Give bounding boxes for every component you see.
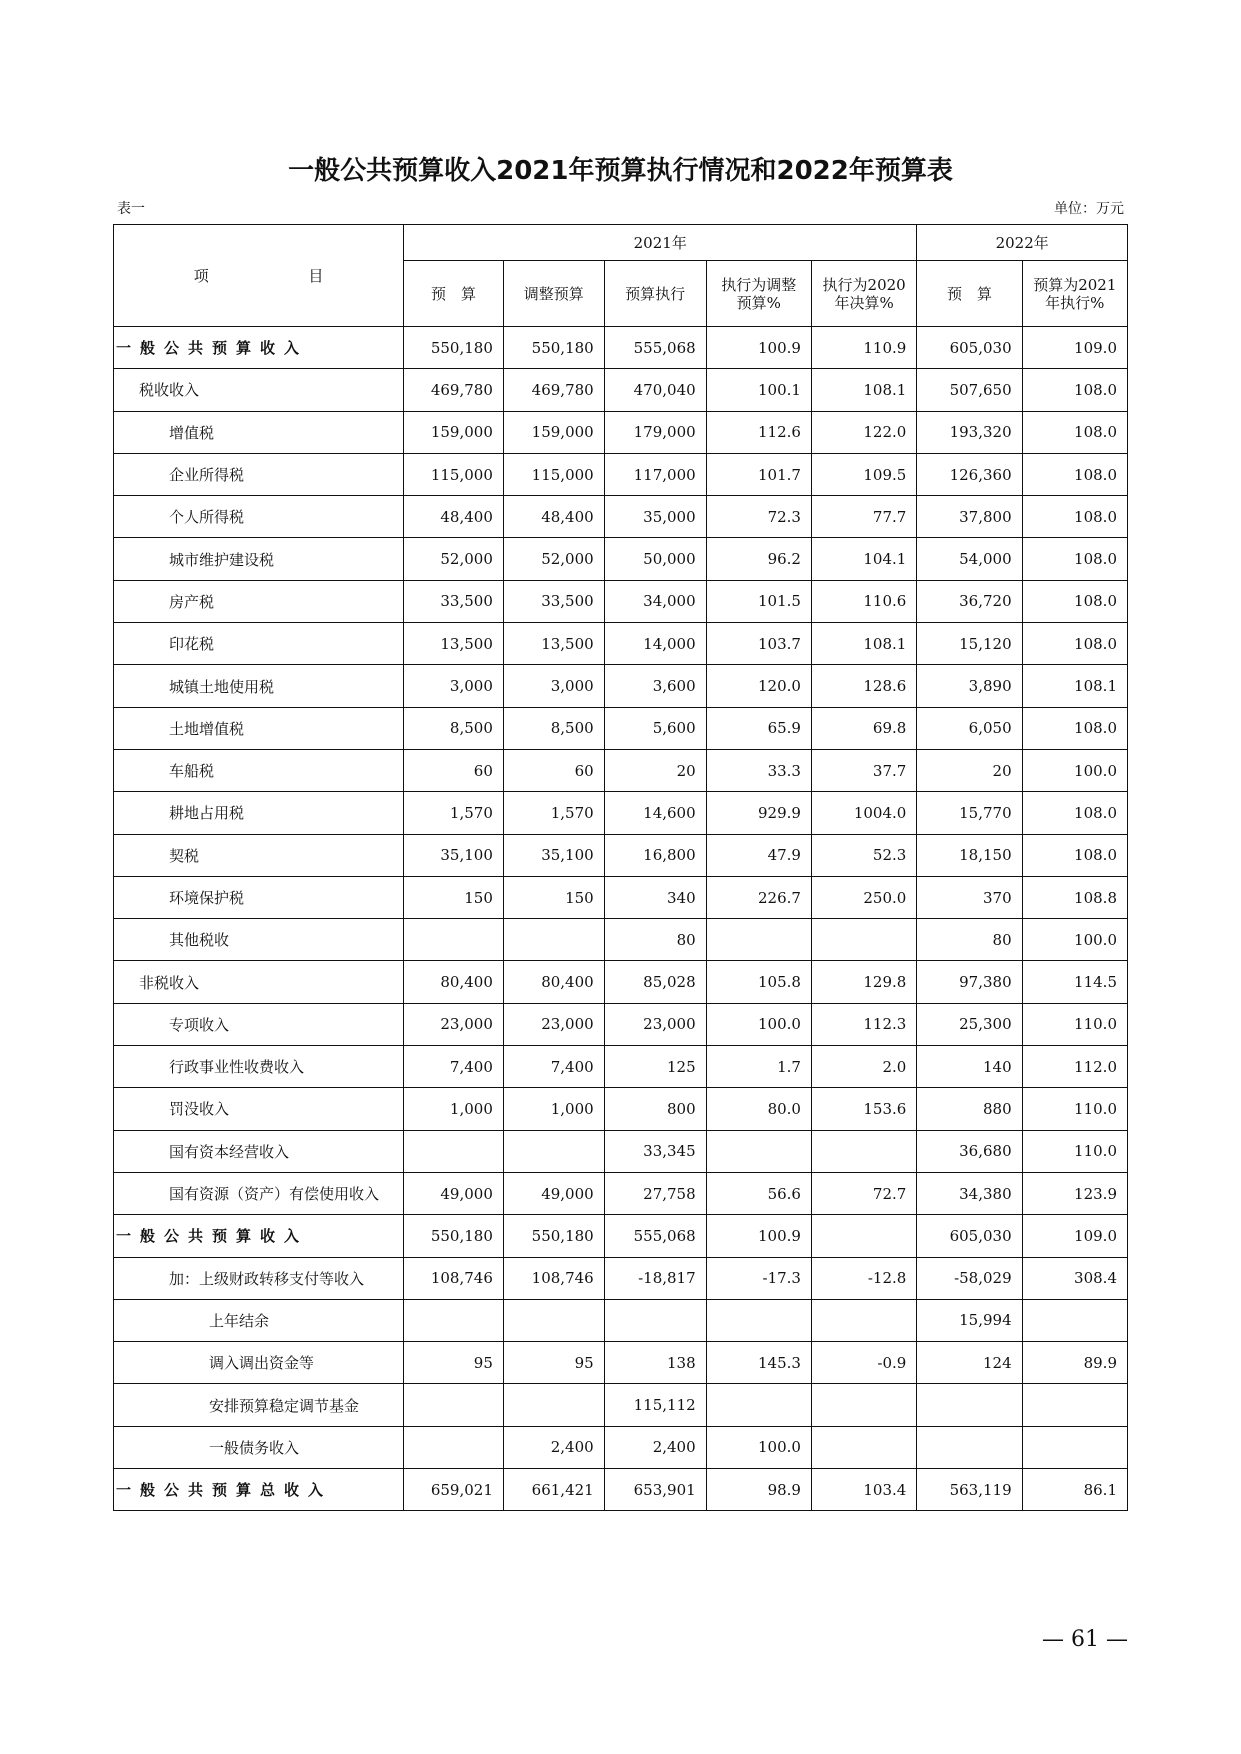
cell-c7: 109.0 <box>1022 327 1127 369</box>
cell-c5 <box>811 1384 916 1426</box>
cell-c4: 98.9 <box>706 1469 811 1511</box>
cell-c7: 108.0 <box>1022 369 1127 411</box>
header-pct-adjusted: 执行为调整预算% <box>706 261 811 327</box>
cell-c4: 120.0 <box>706 665 811 707</box>
cell-c6: 3,890 <box>917 665 1022 707</box>
cell-c4: 226.7 <box>706 876 811 918</box>
table-row <box>114 580 1128 622</box>
cell-c6: 605,030 <box>917 1215 1022 1257</box>
cell-c1 <box>404 1130 504 1172</box>
cell-c2: 661,421 <box>503 1469 604 1511</box>
unit-label: 单位：万元 <box>1054 201 1124 217</box>
cell-c4: 56.6 <box>706 1172 811 1214</box>
cell-c7: 112.0 <box>1022 1046 1127 1088</box>
cell-c6: 6,050 <box>917 707 1022 749</box>
cell-c5: 112.3 <box>811 1003 916 1045</box>
cell-c3: 653,901 <box>604 1469 706 1511</box>
cell-c7: 123.9 <box>1022 1172 1127 1214</box>
table-row <box>114 1342 1128 1384</box>
cell-c3: 125 <box>604 1046 706 1088</box>
cell-c3: 80 <box>604 919 706 961</box>
cell-c6: 15,120 <box>917 623 1022 665</box>
cell-c3: 85,028 <box>604 961 706 1003</box>
cell-c5: 103.4 <box>811 1469 916 1511</box>
cell-c1 <box>404 1384 504 1426</box>
cell-c7: 100.0 <box>1022 919 1127 961</box>
header-budget-2022: 预 算 <box>917 261 1022 327</box>
cell-c7 <box>1022 1384 1127 1426</box>
cell-c4: 47.9 <box>706 834 811 876</box>
cell-c3: 800 <box>604 1088 706 1130</box>
table-row <box>114 1172 1128 1214</box>
table-row <box>114 496 1128 538</box>
cell-c6: 605,030 <box>917 327 1022 369</box>
cell-c1: 35,100 <box>404 834 504 876</box>
row-item-name: 税收收入 <box>114 369 404 411</box>
header-pct-2020: 执行为2020年决算% <box>811 261 916 327</box>
cell-c7: 110.0 <box>1022 1130 1127 1172</box>
table-label: 表一 <box>117 201 145 217</box>
cell-c1: 550,180 <box>404 1215 504 1257</box>
cell-c2: 95 <box>503 1342 604 1384</box>
cell-c2: 60 <box>503 749 604 791</box>
cell-c6 <box>917 1384 1022 1426</box>
cell-c2: 52,000 <box>503 538 604 580</box>
table-row <box>114 1130 1128 1172</box>
cell-c2: 13,500 <box>503 623 604 665</box>
cell-c2: 550,180 <box>503 327 604 369</box>
cell-c5: 153.6 <box>811 1088 916 1130</box>
header-row-years <box>114 225 1128 261</box>
cell-c3: -18,817 <box>604 1257 706 1299</box>
cell-c4: 101.5 <box>706 580 811 622</box>
cell-c2 <box>503 919 604 961</box>
cell-c5: 129.8 <box>811 961 916 1003</box>
cell-c2 <box>503 1130 604 1172</box>
table-row <box>114 1299 1128 1341</box>
cell-c7: 86.1 <box>1022 1469 1127 1511</box>
cell-c3: 23,000 <box>604 1003 706 1045</box>
cell-c5: 2.0 <box>811 1046 916 1088</box>
cell-c6: 54,000 <box>917 538 1022 580</box>
header-execution: 预算执行 <box>604 261 706 327</box>
cell-c3: 555,068 <box>604 327 706 369</box>
cell-c7: 108.0 <box>1022 496 1127 538</box>
cell-c4: 100.1 <box>706 369 811 411</box>
cell-c2: 1,000 <box>503 1088 604 1130</box>
row-item-name: 调入调出资金等 <box>114 1342 404 1384</box>
table-row <box>114 623 1128 665</box>
cell-c6: 370 <box>917 876 1022 918</box>
cell-c2: 3,000 <box>503 665 604 707</box>
cell-c3: 2,400 <box>604 1426 706 1468</box>
cell-c4: 80.0 <box>706 1088 811 1130</box>
cell-c4: 96.2 <box>706 538 811 580</box>
cell-c7: 110.0 <box>1022 1088 1127 1130</box>
cell-c6: 20 <box>917 749 1022 791</box>
cell-c5 <box>811 1426 916 1468</box>
cell-c4: 145.3 <box>706 1342 811 1384</box>
cell-c1 <box>404 1426 504 1468</box>
cell-c3: 3,600 <box>604 665 706 707</box>
row-item-name: 加：上级财政转移支付等收入 <box>114 1257 404 1299</box>
cell-c6: 507,650 <box>917 369 1022 411</box>
cell-c7: 100.0 <box>1022 749 1127 791</box>
cell-c5: -12.8 <box>811 1257 916 1299</box>
cell-c7: 109.0 <box>1022 1215 1127 1257</box>
cell-c1: 52,000 <box>404 538 504 580</box>
cell-c5: 108.1 <box>811 369 916 411</box>
cell-c5: 108.1 <box>811 623 916 665</box>
cell-c3: 138 <box>604 1342 706 1384</box>
page-number: — 61 — <box>1042 1627 1128 1652</box>
cell-c6: 97,380 <box>917 961 1022 1003</box>
table-row <box>114 876 1128 918</box>
cell-c3: 5,600 <box>604 707 706 749</box>
cell-c4: 929.9 <box>706 792 811 834</box>
cell-c4: 33.3 <box>706 749 811 791</box>
cell-c3: 20 <box>604 749 706 791</box>
cell-c7: 108.8 <box>1022 876 1127 918</box>
cell-c2: 80,400 <box>503 961 604 1003</box>
cell-c1: 1,570 <box>404 792 504 834</box>
row-item-name: 一般公共预算收入 <box>114 327 404 369</box>
cell-c1: 469,780 <box>404 369 504 411</box>
cell-c1: 60 <box>404 749 504 791</box>
row-item-name: 一般公共预算收入 <box>114 1215 404 1257</box>
header-item-a: 项 <box>193 266 209 285</box>
cell-c5: 104.1 <box>811 538 916 580</box>
cell-c1: 8,500 <box>404 707 504 749</box>
cell-c1 <box>404 919 504 961</box>
cell-c1: 159,000 <box>404 411 504 453</box>
cell-c4: 101.7 <box>706 453 811 495</box>
header-item <box>114 225 404 327</box>
cell-c5: 122.0 <box>811 411 916 453</box>
cell-c3: 115,112 <box>604 1384 706 1426</box>
cell-c5: 110.9 <box>811 327 916 369</box>
header-item-b: 目 <box>308 266 324 285</box>
cell-c2: 7,400 <box>503 1046 604 1088</box>
cell-c1: 33,500 <box>404 580 504 622</box>
row-item-name: 房产税 <box>114 580 404 622</box>
row-item-name: 契税 <box>114 834 404 876</box>
cell-c7: 108.0 <box>1022 580 1127 622</box>
table-row <box>114 707 1128 749</box>
cell-c1: 3,000 <box>404 665 504 707</box>
cell-c1: 7,400 <box>404 1046 504 1088</box>
cell-c2: 1,570 <box>503 792 604 834</box>
cell-c1: 550,180 <box>404 327 504 369</box>
cell-c1: 48,400 <box>404 496 504 538</box>
cell-c6: 15,770 <box>917 792 1022 834</box>
table-row <box>114 369 1128 411</box>
cell-c1: 115,000 <box>404 453 504 495</box>
table-row <box>114 1426 1128 1468</box>
cell-c5: 52.3 <box>811 834 916 876</box>
cell-c3: 27,758 <box>604 1172 706 1214</box>
cell-c5 <box>811 1299 916 1341</box>
cell-c4 <box>706 1130 811 1172</box>
cell-c5 <box>811 1215 916 1257</box>
cell-c5: 69.8 <box>811 707 916 749</box>
page-title: 一般公共预算收入2021年预算执行情况和2022年预算表 <box>288 156 953 186</box>
cell-c1: 80,400 <box>404 961 504 1003</box>
cell-c1: 150 <box>404 876 504 918</box>
row-item-name: 城镇土地使用税 <box>114 665 404 707</box>
cell-c4: 1.7 <box>706 1046 811 1088</box>
cell-c2: 115,000 <box>503 453 604 495</box>
cell-c3: 340 <box>604 876 706 918</box>
cell-c7: 108.0 <box>1022 623 1127 665</box>
row-item-name: 车船税 <box>114 749 404 791</box>
cell-c6 <box>917 1426 1022 1468</box>
cell-c2: 469,780 <box>503 369 604 411</box>
table-row <box>114 961 1128 1003</box>
header-2021: 2021年 <box>404 225 917 261</box>
cell-c1: 49,000 <box>404 1172 504 1214</box>
cell-c5: 109.5 <box>811 453 916 495</box>
row-item-name: 个人所得税 <box>114 496 404 538</box>
cell-c3: 50,000 <box>604 538 706 580</box>
cell-c4 <box>706 919 811 961</box>
table-row <box>114 1215 1128 1257</box>
cell-c5 <box>811 919 916 961</box>
table-row <box>114 834 1128 876</box>
cell-c3: 117,000 <box>604 453 706 495</box>
cell-c4: 100.0 <box>706 1426 811 1468</box>
cell-c6: 15,994 <box>917 1299 1022 1341</box>
table-row <box>114 1003 1128 1045</box>
cell-c3: 35,000 <box>604 496 706 538</box>
cell-c2: 8,500 <box>503 707 604 749</box>
cell-c2: 2,400 <box>503 1426 604 1468</box>
cell-c1: 659,021 <box>404 1469 504 1511</box>
cell-c5: 128.6 <box>811 665 916 707</box>
header-pct-2021: 预算为2021年执行% <box>1022 261 1127 327</box>
table-row <box>114 665 1128 707</box>
cell-c7: 108.0 <box>1022 453 1127 495</box>
row-item-name: 国有资本经营收入 <box>114 1130 404 1172</box>
cell-c2: 23,000 <box>503 1003 604 1045</box>
table-row <box>114 327 1128 369</box>
table-row <box>114 1384 1128 1426</box>
cell-c4: 100.9 <box>706 1215 811 1257</box>
cell-c5: 250.0 <box>811 876 916 918</box>
cell-c6: 126,360 <box>917 453 1022 495</box>
cell-c6: 36,720 <box>917 580 1022 622</box>
cell-c4 <box>706 1299 811 1341</box>
row-item-name: 安排预算稳定调节基金 <box>114 1384 404 1426</box>
cell-c6: 36,680 <box>917 1130 1022 1172</box>
table-body <box>114 327 1128 1511</box>
table-row <box>114 749 1128 791</box>
cell-c2: 550,180 <box>503 1215 604 1257</box>
table-row <box>114 538 1128 580</box>
cell-c5: 110.6 <box>811 580 916 622</box>
cell-c2: 159,000 <box>503 411 604 453</box>
row-item-name: 印花税 <box>114 623 404 665</box>
cell-c2: 33,500 <box>503 580 604 622</box>
cell-c5: 72.7 <box>811 1172 916 1214</box>
row-item-name: 非税收入 <box>114 961 404 1003</box>
cell-c6: 880 <box>917 1088 1022 1130</box>
cell-c2: 49,000 <box>503 1172 604 1214</box>
row-item-name: 国有资源（资产）有偿使用收入 <box>114 1172 404 1214</box>
row-item-name: 城市维护建设税 <box>114 538 404 580</box>
row-item-name: 上年结余 <box>114 1299 404 1341</box>
cell-c7: 108.0 <box>1022 792 1127 834</box>
cell-c4: 72.3 <box>706 496 811 538</box>
cell-c2: 35,100 <box>503 834 604 876</box>
row-item-name: 增值税 <box>114 411 404 453</box>
header-adjusted-budget: 调整预算 <box>503 261 604 327</box>
cell-c7: 108.0 <box>1022 834 1127 876</box>
cell-c5: 37.7 <box>811 749 916 791</box>
cell-c2: 108,746 <box>503 1257 604 1299</box>
cell-c6: 25,300 <box>917 1003 1022 1045</box>
cell-c1 <box>404 1299 504 1341</box>
cell-c7: 108.0 <box>1022 411 1127 453</box>
cell-c7: 110.0 <box>1022 1003 1127 1045</box>
cell-c6: 124 <box>917 1342 1022 1384</box>
cell-c5: 77.7 <box>811 496 916 538</box>
cell-c6: 34,380 <box>917 1172 1022 1214</box>
cell-c7: 308.4 <box>1022 1257 1127 1299</box>
table-row <box>114 1088 1128 1130</box>
row-item-name: 专项收入 <box>114 1003 404 1045</box>
cell-c2 <box>503 1299 604 1341</box>
header-budget-2021: 预 算 <box>404 261 504 327</box>
cell-c1: 23,000 <box>404 1003 504 1045</box>
cell-c7 <box>1022 1426 1127 1468</box>
cell-c7: 108.0 <box>1022 707 1127 749</box>
cell-c6: -58,029 <box>917 1257 1022 1299</box>
row-item-name: 罚没收入 <box>114 1088 404 1130</box>
table-row <box>114 792 1128 834</box>
cell-c4: 112.6 <box>706 411 811 453</box>
table-row <box>114 919 1128 961</box>
cell-c6: 140 <box>917 1046 1022 1088</box>
row-item-name: 一般债务收入 <box>114 1426 404 1468</box>
cell-c3: 34,000 <box>604 580 706 622</box>
row-item-name: 土地增值税 <box>114 707 404 749</box>
cell-c7: 89.9 <box>1022 1342 1127 1384</box>
cell-c2 <box>503 1384 604 1426</box>
cell-c6: 193,320 <box>917 411 1022 453</box>
cell-c3: 16,800 <box>604 834 706 876</box>
cell-c4: -17.3 <box>706 1257 811 1299</box>
row-item-name: 企业所得税 <box>114 453 404 495</box>
cell-c4: 65.9 <box>706 707 811 749</box>
row-item-name: 行政事业性收费收入 <box>114 1046 404 1088</box>
cell-c3 <box>604 1299 706 1341</box>
table-row <box>114 411 1128 453</box>
cell-c3: 555,068 <box>604 1215 706 1257</box>
cell-c3: 470,040 <box>604 369 706 411</box>
row-item-name: 一般公共预算总收入 <box>114 1469 404 1511</box>
cell-c7: 114.5 <box>1022 961 1127 1003</box>
cell-c4: 105.8 <box>706 961 811 1003</box>
row-item-name: 耕地占用税 <box>114 792 404 834</box>
cell-c3: 33,345 <box>604 1130 706 1172</box>
cell-c4: 100.0 <box>706 1003 811 1045</box>
table-row <box>114 1257 1128 1299</box>
cell-c2: 48,400 <box>503 496 604 538</box>
cell-c1: 13,500 <box>404 623 504 665</box>
cell-c4: 103.7 <box>706 623 811 665</box>
row-item-name: 环境保护税 <box>114 876 404 918</box>
cell-c3: 14,000 <box>604 623 706 665</box>
cell-c7: 108.0 <box>1022 538 1127 580</box>
budget-table <box>113 224 1128 1511</box>
table-row <box>114 1469 1128 1511</box>
table-row <box>114 1046 1128 1088</box>
cell-c6: 18,150 <box>917 834 1022 876</box>
header-2022: 2022年 <box>917 225 1128 261</box>
cell-c5: -0.9 <box>811 1342 916 1384</box>
cell-c6: 563,119 <box>917 1469 1022 1511</box>
cell-c7: 108.1 <box>1022 665 1127 707</box>
cell-c5 <box>811 1130 916 1172</box>
cell-c3: 14,600 <box>604 792 706 834</box>
cell-c4: 100.9 <box>706 327 811 369</box>
cell-c4 <box>706 1384 811 1426</box>
cell-c6: 37,800 <box>917 496 1022 538</box>
cell-c7 <box>1022 1299 1127 1341</box>
row-item-name: 其他税收 <box>114 919 404 961</box>
cell-c1: 95 <box>404 1342 504 1384</box>
cell-c1: 108,746 <box>404 1257 504 1299</box>
cell-c6: 80 <box>917 919 1022 961</box>
cell-c2: 150 <box>503 876 604 918</box>
cell-c3: 179,000 <box>604 411 706 453</box>
cell-c5: 1004.0 <box>811 792 916 834</box>
cell-c1: 1,000 <box>404 1088 504 1130</box>
table-row <box>114 453 1128 495</box>
